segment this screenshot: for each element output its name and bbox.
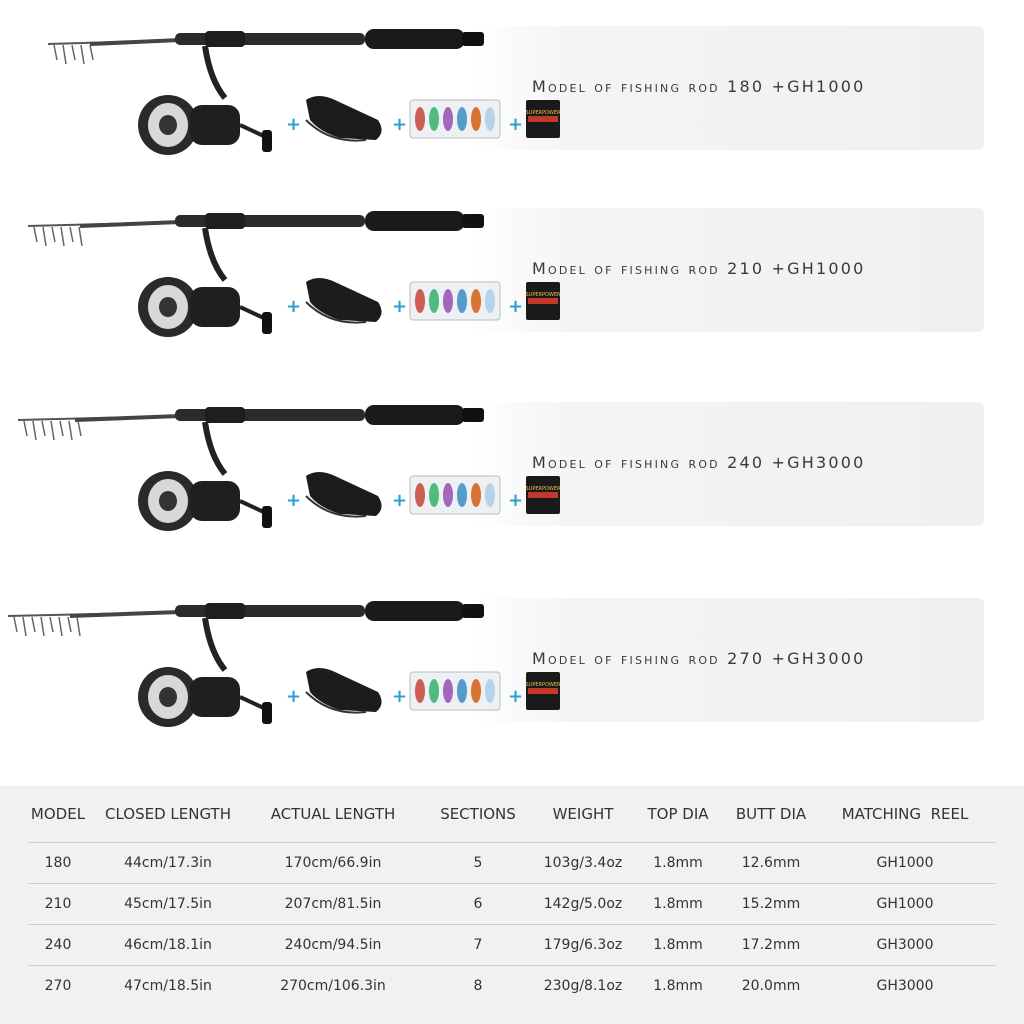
spinning-reel-icon: [138, 228, 272, 337]
cell-weight: 179g/6.3oz: [538, 925, 628, 966]
spinning-reel-icon: [138, 422, 272, 531]
cell-weight: 142g/5.0oz: [538, 884, 628, 925]
product-row: [0, 20, 1024, 200]
product-row: [0, 396, 1024, 576]
product-row: [0, 202, 1024, 382]
lure-box-icon: [410, 100, 500, 138]
carry-bag-icon: [306, 668, 382, 713]
cell-model: 270: [44, 978, 72, 994]
table-row: [28, 925, 996, 966]
telescopic-rod-icon: [48, 29, 484, 64]
kit-illustration: [0, 20, 600, 190]
cell-matching-reel: GH1000: [814, 843, 996, 884]
cell-model: 210: [28, 884, 88, 925]
fishing-line-icon: [525, 282, 561, 320]
cell-top-dia: 1.8mm: [628, 843, 728, 884]
table-row: [28, 966, 996, 1007]
cell-model: 180: [28, 843, 88, 884]
telescopic-rod-icon: [18, 405, 484, 440]
table-row: [28, 843, 996, 884]
telescopic-rod-icon: [8, 601, 484, 636]
cell-sections: 6: [418, 884, 538, 925]
fishing-line-icon: [525, 476, 561, 514]
plus-sign: +: [392, 296, 408, 317]
cell-sections: 8: [473, 978, 483, 994]
cell-top-dia: 1.8mm: [653, 978, 703, 994]
plus-sign: +: [508, 686, 524, 707]
header-weight: WEIGHT: [538, 786, 628, 843]
cell-closed-length: 44cm/17.3in: [88, 843, 248, 884]
cell-top-dia: 1.8mm: [628, 925, 728, 966]
plus-sign: +: [508, 490, 524, 511]
header-top-dia: TOP DIA: [628, 786, 728, 843]
telescopic-rod-icon: [28, 211, 484, 246]
spec-table-header-row: [28, 786, 996, 843]
spec-table-section: [0, 786, 1024, 1024]
header-actual-length: ACTUAL LENGTH: [248, 786, 418, 843]
lure-box-icon: [410, 672, 500, 710]
spinning-reel-icon: [138, 46, 272, 155]
cell-matching-reel: GH1000: [814, 884, 996, 925]
table-row: [28, 884, 996, 925]
cell-actual-length: 270cm/106.3in: [280, 978, 386, 994]
cell-sections: 5: [418, 843, 538, 884]
cell-weight: 230g/8.1oz: [543, 978, 623, 994]
header-sections: SECTIONS: [418, 786, 538, 843]
product-row: [0, 592, 1024, 772]
plus-sign: +: [286, 686, 302, 707]
cell-butt-dia: 15.2mm: [728, 884, 814, 925]
plus-sign: +: [286, 490, 302, 511]
header-closed-length: CLOSED LENGTH: [88, 786, 248, 843]
line-spool-label: SUPERPOWER: [525, 292, 561, 298]
cell-matching-reel: GH3000: [876, 978, 934, 994]
cell-actual-length: 170cm/66.9in: [248, 843, 418, 884]
lure-box-icon: [410, 476, 500, 514]
carry-bag-icon: [306, 278, 382, 323]
cell-closed-length: 46cm/18.1in: [88, 925, 248, 966]
plus-sign: +: [286, 114, 302, 135]
kit-illustration: [0, 202, 600, 372]
cell-actual-length: 240cm/94.5in: [248, 925, 418, 966]
header-butt-dia: BUTT DIA: [728, 786, 814, 843]
plus-sign: +: [508, 114, 524, 135]
plus-sign: +: [392, 114, 408, 135]
cell-butt-dia: 17.2mm: [728, 925, 814, 966]
carry-bag-icon: [306, 96, 382, 141]
line-spool-label: SUPERPOWER: [525, 110, 561, 116]
model-label: Model of fishing rod 210 +GH1000: [532, 259, 866, 278]
fishing-line-icon: [525, 100, 561, 138]
model-label: Model of fishing rod 180 +GH1000: [532, 77, 866, 96]
spinning-reel-icon: [138, 618, 272, 727]
cell-weight: 103g/3.4oz: [538, 843, 628, 884]
cell-model: 240: [28, 925, 88, 966]
carry-bag-icon: [306, 472, 382, 517]
cell-top-dia: 1.8mm: [628, 884, 728, 925]
plus-sign: +: [508, 296, 524, 317]
plus-sign: +: [286, 296, 302, 317]
cell-butt-dia: 20.0mm: [741, 978, 801, 994]
line-spool-label: SUPERPOWER: [525, 486, 561, 492]
kit-illustration: [0, 396, 600, 566]
cell-closed-length: 47cm/18.5in: [124, 978, 212, 994]
header-matching-reel: MATCHING REEL: [814, 786, 996, 843]
line-spool-label: SUPERPOWER: [525, 682, 561, 688]
cell-closed-length: 45cm/17.5in: [88, 884, 248, 925]
plus-sign: +: [392, 686, 408, 707]
spec-table: [28, 786, 996, 1006]
model-label: Model of fishing rod 270 +GH3000: [532, 649, 866, 668]
kit-illustration: [0, 592, 600, 762]
model-label: Model of fishing rod 240 +GH3000: [532, 453, 866, 472]
plus-sign: +: [392, 490, 408, 511]
cell-butt-dia: 12.6mm: [728, 843, 814, 884]
cell-sections: 7: [418, 925, 538, 966]
cell-actual-length: 207cm/81.5in: [248, 884, 418, 925]
fishing-line-icon: [525, 672, 561, 710]
lure-box-icon: [410, 282, 500, 320]
cell-matching-reel: GH3000: [814, 925, 996, 966]
header-model: MODEL: [28, 786, 88, 843]
